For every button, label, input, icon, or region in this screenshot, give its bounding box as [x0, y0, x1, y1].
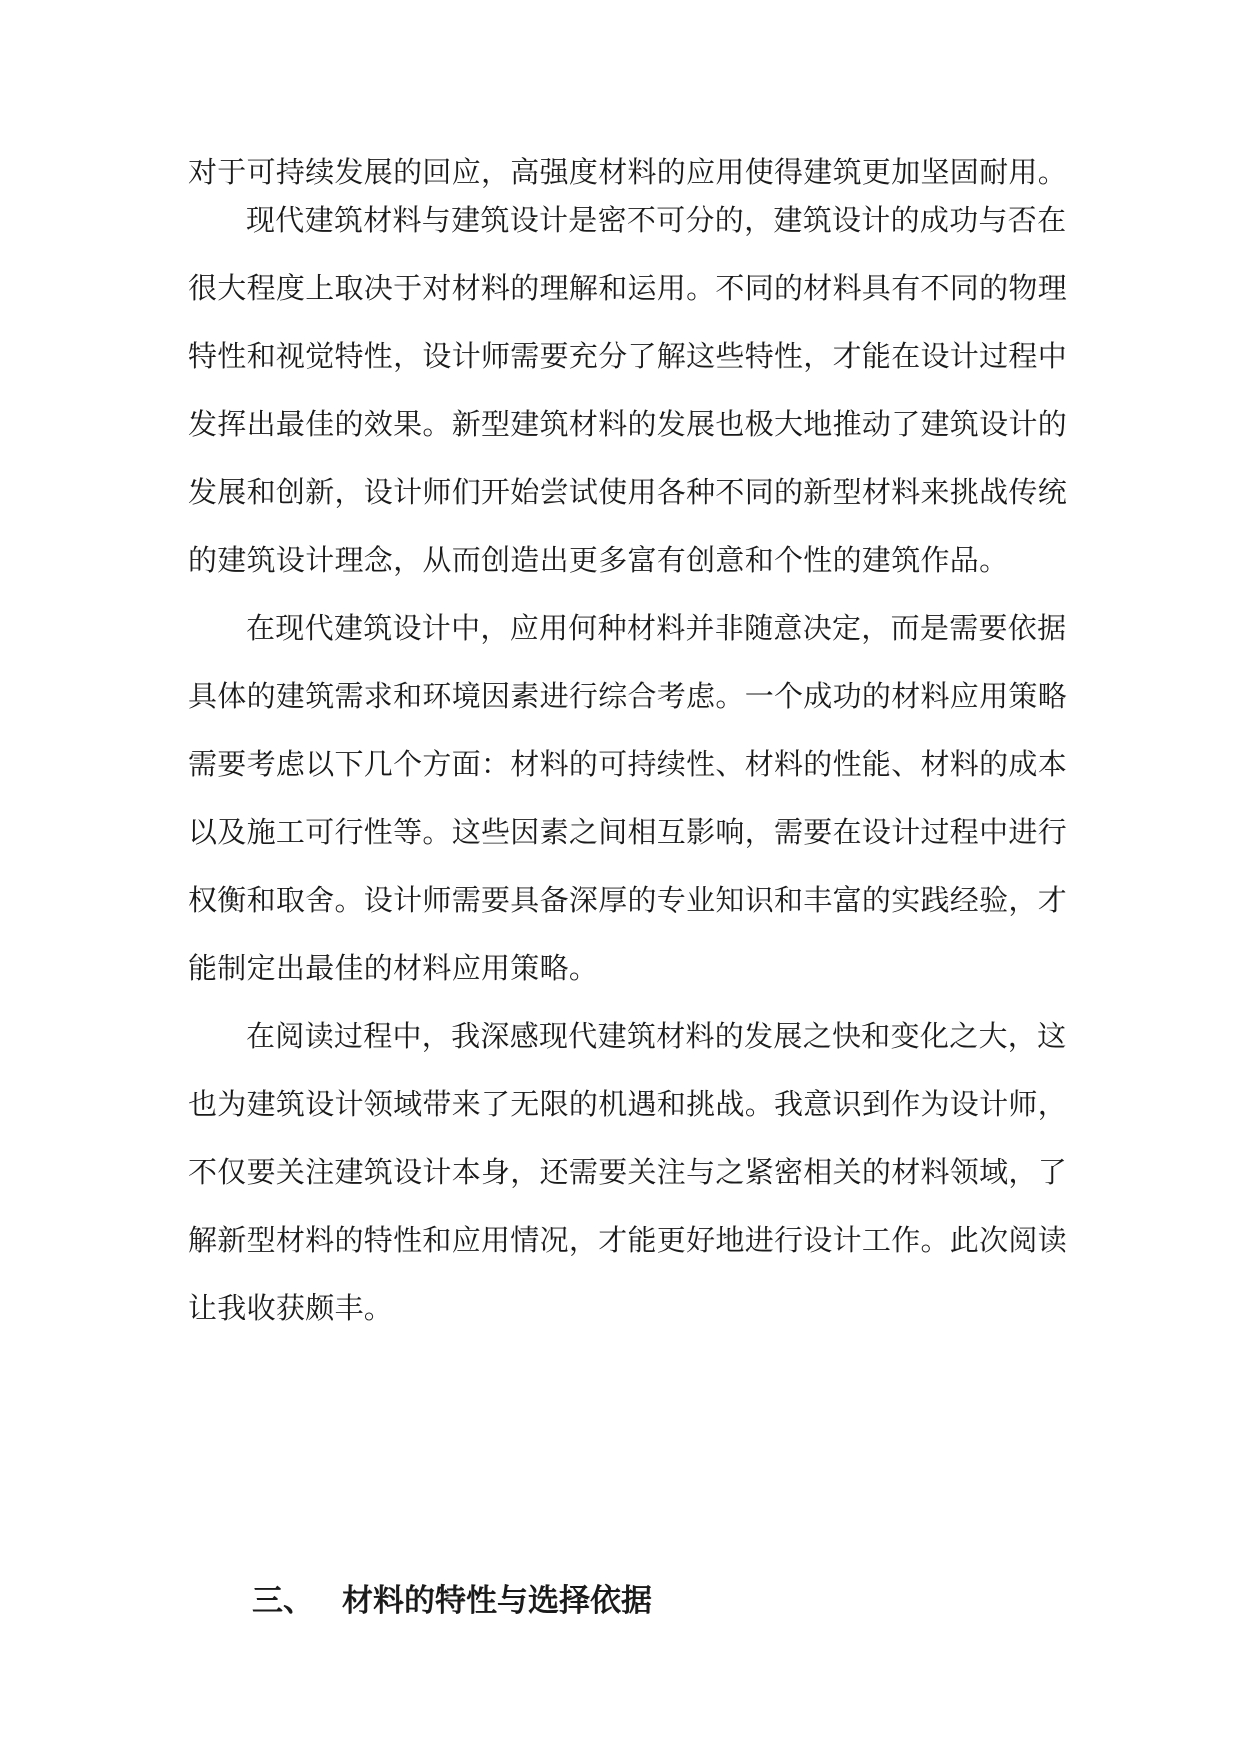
text-line: 权衡和取舍。设计师需要具备深厚的专业知识和丰富的实践经验，才	[188, 883, 1068, 917]
text-line: 解新型材料的特性和应用情况，才能更好地进行设计工作。此次阅读	[188, 1223, 1068, 1257]
text-line: 在现代建筑设计中，应用何种材料并非随意决定，而是需要依据	[246, 611, 1067, 645]
text-line: 让我收获颇丰。	[188, 1291, 394, 1325]
text-line: 以及施工可行性等。这些因素之间相互影响，需要在设计过程中进行	[188, 815, 1068, 849]
text-line: 现代建筑材料与建筑设计是密不可分的，建筑设计的成功与否在	[246, 203, 1067, 237]
section-number: 三、	[252, 1583, 314, 1619]
section-title: 材料的特性与选择依据	[342, 1583, 652, 1619]
text-line: 需要考虑以下几个方面：材料的可持续性、材料的性能、材料的成本	[188, 747, 1068, 781]
text-line: 发挥出最佳的效果。新型建筑材料的发展也极大地推动了建筑设计的	[188, 407, 1068, 441]
text-line: 发展和创新，设计师们开始尝试使用各种不同的新型材料来挑战传统	[188, 475, 1068, 509]
section-heading	[252, 1580, 652, 1622]
text-line: 很大程度上取决于对材料的理解和运用。不同的材料具有不同的物理	[188, 271, 1068, 305]
text-line: 特性和视觉特性，设计师需要充分了解这些特性，才能在设计过程中	[188, 339, 1068, 373]
text-line: 对于可持续发展的回应，高强度材料的应用使得建筑更加坚固耐用。	[188, 155, 1068, 189]
text-line: 能制定出最佳的材料应用策略。	[188, 951, 599, 985]
text-line: 在阅读过程中，我深感现代建筑材料的发展之快和变化之大，这	[246, 1019, 1067, 1053]
text-line: 的建筑设计理念，从而创造出更多富有创意和个性的建筑作品。	[188, 543, 1009, 577]
text-line: 也为建筑设计领域带来了无限的机遇和挑战。我意识到作为设计师，	[188, 1087, 1068, 1121]
text-line: 不仅要关注建筑设计本身，还需要关注与之紧密相关的材料领域，了	[188, 1155, 1068, 1189]
text-line: 具体的建筑需求和环境因素进行综合考虑。一个成功的材料应用策略	[188, 679, 1068, 713]
